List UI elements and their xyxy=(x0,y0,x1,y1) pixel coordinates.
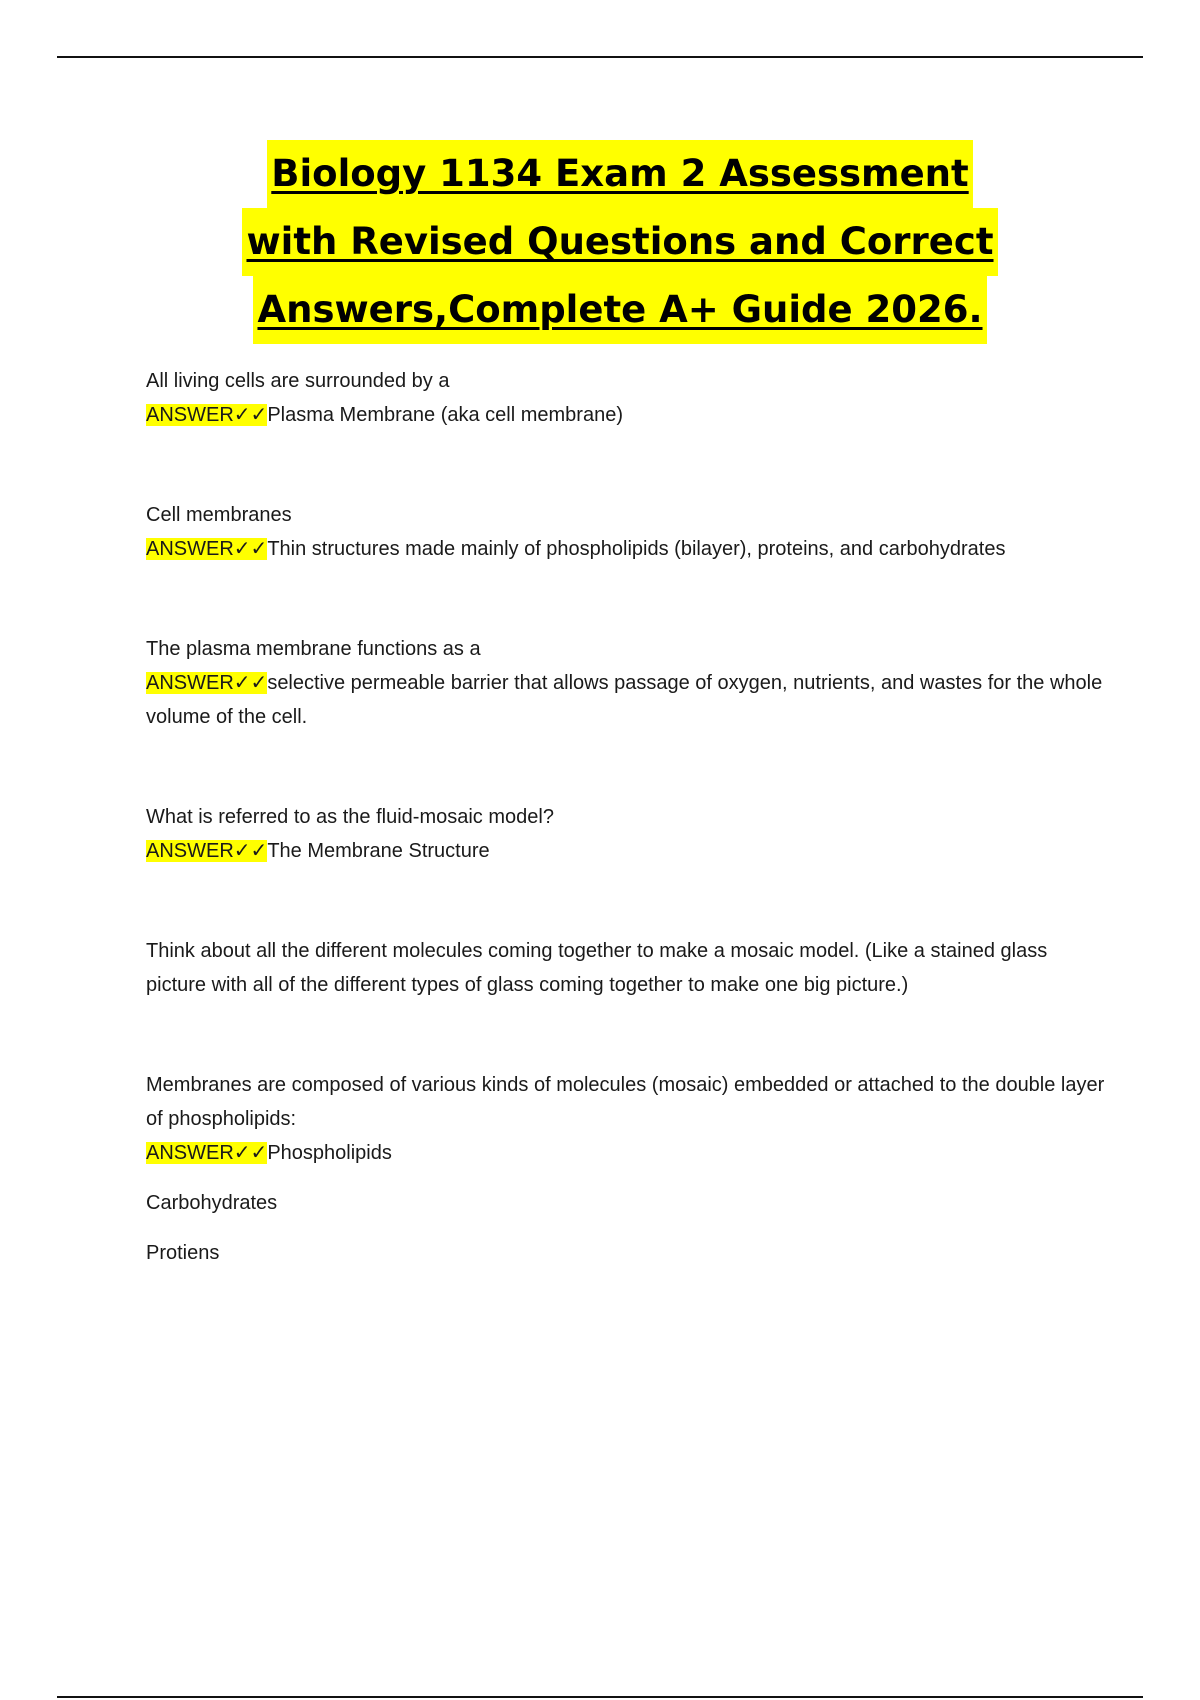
question: All living cells are surrounded by a xyxy=(146,370,450,392)
answer xyxy=(146,532,1106,566)
title-line-1: Biology 1134 Exam 2 Assessment xyxy=(267,140,972,208)
answer xyxy=(146,1136,1106,1170)
qa-item xyxy=(146,800,1106,868)
question: What is referred to as the fluid-mosaic model? xyxy=(146,806,554,828)
answer-label: ANSWER✓✓ xyxy=(146,538,268,560)
answer-text: Plasma Membrane (aka cell membrane) xyxy=(267,404,623,426)
qa-list xyxy=(146,364,1106,1336)
answer xyxy=(146,398,1106,432)
title-line-3: Answers,Complete A+ Guide 2026. xyxy=(253,276,986,344)
qa-item xyxy=(146,364,1106,432)
question: Cell membranes xyxy=(146,504,292,526)
bottom-rule xyxy=(57,1696,1143,1698)
answer-label: ANSWER✓✓ xyxy=(146,672,268,694)
answer-label: ANSWER✓✓ xyxy=(146,1142,268,1164)
answer-extra: Carbohydrates xyxy=(146,1192,278,1214)
qa-item xyxy=(146,632,1106,734)
question: Think about all the different molecules coming together to make a mosaic model. (Like a stained glass picture with all of the different types of glass coming together to make one big picture.) xyxy=(146,940,1048,996)
answer-text: Thin structures made mainly of phospholipids (bilayer), proteins, and carbohydrates xyxy=(267,538,1006,560)
answer-text: selective permeable barrier that allows passage of oxygen, nutrients, and wastes for the whole volume of the cell. xyxy=(146,672,1103,728)
document-title xyxy=(150,140,1090,344)
qa-item xyxy=(146,1068,1106,1270)
question: The plasma membrane functions as a xyxy=(146,638,481,660)
answer-text: Phospholipids xyxy=(267,1142,392,1164)
qa-item xyxy=(146,498,1106,566)
answer-label: ANSWER✓✓ xyxy=(146,404,268,426)
answer-label: ANSWER✓✓ xyxy=(146,840,268,862)
answer xyxy=(146,666,1106,734)
title-line-2: with Revised Questions and Correct xyxy=(242,208,997,276)
answer-text: The Membrane Structure xyxy=(267,840,490,862)
answer xyxy=(146,834,1106,868)
qa-item xyxy=(146,934,1106,1002)
question: Membranes are composed of various kinds of molecules (mosaic) embedded or attached to the double layer of phospholipids: xyxy=(146,1074,1105,1130)
top-rule xyxy=(57,56,1143,58)
answer-extra: Protiens xyxy=(146,1242,220,1264)
